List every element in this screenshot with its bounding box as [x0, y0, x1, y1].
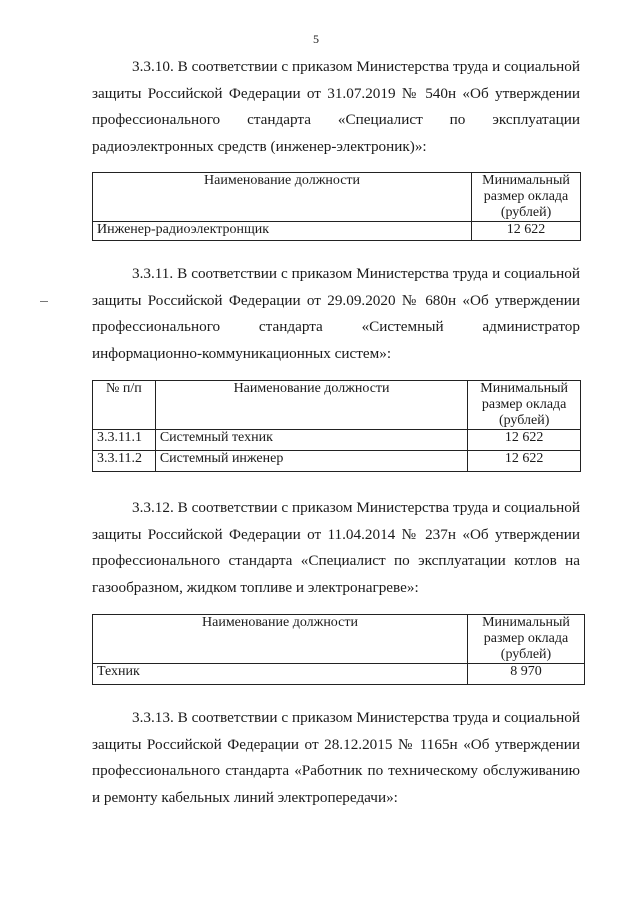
cell-position: Системный инженер	[155, 451, 468, 472]
cell-number: 3.3.11.1	[93, 430, 156, 451]
table-header-row	[93, 381, 581, 430]
page-number: 5	[313, 32, 319, 46]
header-position: Наименование должности	[93, 173, 472, 222]
table-3-3-12	[92, 614, 585, 685]
table-row	[93, 664, 585, 685]
table-row	[93, 222, 581, 241]
section-3-3-13-text	[92, 705, 580, 811]
cell-number: 3.3.11.2	[93, 451, 156, 472]
table-header-row	[93, 615, 585, 664]
header-position: Наименование должности	[155, 381, 468, 430]
table-3-3-11	[92, 380, 581, 472]
header-position: Наименование должности	[93, 615, 468, 664]
header-min-salary: Минимальный размер оклада (рублей)	[468, 381, 581, 430]
table-row	[93, 430, 581, 451]
cell-salary: 12 622	[468, 451, 581, 472]
cell-salary: 12 622	[468, 430, 581, 451]
paragraph: 3.3.13. В соответствии с приказом Министерства труда и социальной защиты Российской Федерации от 28.12.2015 № 1165н «Об утверждении профессионального стандарта «Работник по техническому обслуживанию и ремонту кабельных линий электропередачи»:	[92, 709, 580, 806]
cell-salary: 12 622	[472, 222, 581, 241]
section-3-3-10-text	[92, 54, 580, 160]
table-row	[93, 451, 581, 472]
header-min-salary: Минимальный размер оклада (рублей)	[472, 173, 581, 222]
margin-mark	[40, 301, 48, 302]
cell-position: Системный техник	[155, 430, 468, 451]
paragraph: 3.3.10. В соответствии с приказом Министерства труда и социальной защиты Российской Федерации от 31.07.2019 № 540н «Об утверждении профессионального стандарта «Специалист по эксплуатации радиоэлектронных средств (инженер-электроник)»:	[92, 58, 580, 155]
cell-position: Техник	[93, 664, 468, 685]
header-number: № п/п	[93, 381, 156, 430]
paragraph: 3.3.11. В соответствии с приказом Министерства труда и социальной защиты Российской Федерации от 29.09.2020 № 680н «Об утверждении профессионального стандарта «Системный администратор информационно-коммуникационных систем»:	[92, 265, 580, 362]
paragraph: 3.3.12. В соответствии с приказом Министерства труда и социальной защиты Российской Федерации от 11.04.2014 № 237н «Об утверждении профессионального стандарта «Специалист по эксплуатации котлов на газообразном, жидком топливе и электронагреве»:	[92, 499, 580, 596]
section-3-3-11-text	[92, 261, 580, 367]
table-3-3-10	[92, 172, 581, 241]
table-header-row	[93, 173, 581, 222]
cell-position: Инженер-радиоэлектронщик	[93, 222, 472, 241]
header-min-salary: Минимальный размер оклада (рублей)	[468, 615, 585, 664]
cell-salary: 8 970	[468, 664, 585, 685]
section-3-3-12-text	[92, 495, 580, 601]
